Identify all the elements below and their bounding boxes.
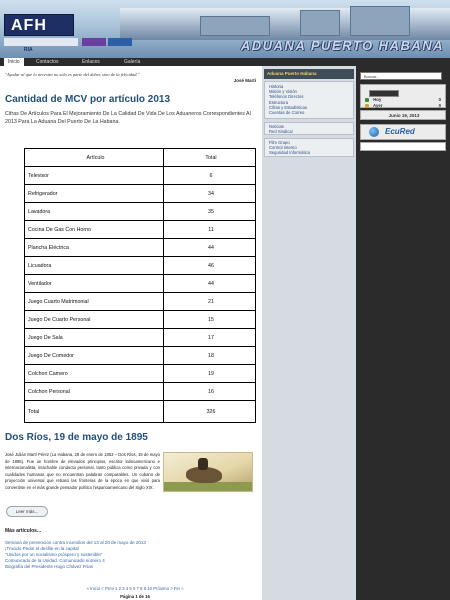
more-articles-heading: Más artículos... [5, 528, 42, 534]
sidebar-link-red-sindical[interactable]: Red Sindical [269, 129, 293, 135]
table-row [25, 275, 256, 293]
counter-header [369, 90, 399, 97]
table-row [25, 239, 256, 257]
yesterday-icon [365, 104, 369, 108]
stat-value: 0 [438, 103, 441, 108]
ecured-banner[interactable] [360, 124, 446, 140]
more-article-link[interactable]: Semana de prevención contra incendios del 13 al 20 de mayo de 2013 [5, 540, 146, 545]
quote-author: José Martí [233, 78, 256, 83]
globe-icon [369, 127, 379, 137]
sidebar-link-seguridad[interactable]: Seguridad Informática [269, 150, 310, 156]
mcv-table [24, 148, 256, 423]
cell-total: 326 [164, 401, 256, 423]
cell-articulo: Colchon Camero [25, 365, 164, 383]
flag-badge [82, 38, 106, 46]
building-image [300, 10, 340, 36]
rider-shape [198, 458, 208, 470]
cell-articulo: Juego De Comedor [25, 347, 164, 365]
article-intro: Cifras De Artículos Para El Mejoramiento De La Calidad De Vida De Los Aduaneros Correspondientes Al 2013 Para La Aduana Del Puerto De La Habana. [5, 111, 251, 125]
cell-articulo: Televisor [25, 167, 164, 185]
table-row [25, 167, 256, 185]
article-heading-dos-rios[interactable]: Dos Ríos, 19 de mayo de 1895 [5, 432, 148, 443]
table-row [25, 347, 256, 365]
cell-total: 34 [164, 185, 256, 203]
logo-text: AFH [11, 17, 47, 34]
flag-badge [108, 38, 132, 46]
today-icon [365, 98, 369, 102]
table-row [25, 203, 256, 221]
sidebar-panel-news [264, 122, 354, 135]
stat-value: 0 [438, 97, 441, 102]
cell-total: 46 [164, 257, 256, 275]
more-article-link[interactable]: Comunicado de la Unidad. Comunicado número 4 [5, 558, 105, 563]
ecured-logo: EcuRed [385, 127, 415, 136]
quote-text: "Ayudar al que lo necesita no sólo es parte del deber, sino de la felicidad." [5, 72, 140, 77]
cell-articulo: Licuadora [25, 257, 164, 275]
sidebar-panel-info [264, 81, 354, 119]
cell-articulo: Refrigerador [25, 185, 164, 203]
sidebar-link-telefonos[interactable]: Teléfonos Directos [269, 94, 304, 100]
cell-total: 17 [164, 329, 256, 347]
site-title: ADUANA PUERTO HABANA [240, 38, 444, 53]
ship-image [200, 16, 270, 36]
cell-total: 15 [164, 311, 256, 329]
table-row [25, 293, 256, 311]
cell-total: 35 [164, 203, 256, 221]
sidebar-panel-extra [264, 138, 354, 157]
cell-total: 44 [164, 239, 256, 257]
cell-articulo: Plancha Eléctrica [25, 239, 164, 257]
header-banner [0, 0, 450, 58]
site-logo[interactable] [4, 14, 74, 36]
stat-label: Hoy [373, 97, 382, 102]
sidebar-link-control[interactable]: Control Interno [269, 145, 297, 151]
cell-articulo: Juego Cuarto Matrimonial [25, 293, 164, 311]
cell-total: 21 [164, 293, 256, 311]
jose-marti-painting-image [163, 452, 253, 492]
table-row [25, 257, 256, 275]
table-row [25, 185, 256, 203]
grass-shape [164, 482, 252, 491]
search-input[interactable]: Buscar... [360, 72, 442, 80]
cell-total: 16 [164, 383, 256, 401]
visitor-counter [360, 84, 446, 108]
article-text: José Julián Martí Pérez (La Habana, 28 de enero de 1853 – Dos Ríos, 19 de mayo de 1895). Fue un hombre de elevados principios, escritor latinoamericano e internacionalista, intachable conducta personal, tanto pública como privada y con cualidades humanas que no encuentran palabras comparables. Un cubano de proyección universal que rebasó las fronteras de la época en que vivió para convertirse en el más grande pensador político hispanoamericano del Siglo XIX. [5, 452, 160, 490]
cell-total: 44 [164, 275, 256, 293]
table-row [25, 221, 256, 239]
more-article-link[interactable]: "Unidos por un socialismo próspero y sostenible" [5, 552, 103, 557]
cell-articulo: Juego De Sala [25, 329, 164, 347]
building-image [350, 6, 410, 36]
stat-label: Ayer [373, 103, 383, 108]
nav-tab-contactos[interactable]: Contactos [36, 59, 59, 65]
date-card [360, 110, 446, 120]
stat-yesterday [365, 103, 443, 108]
cell-total: 19 [164, 365, 256, 383]
right-sidebar [356, 66, 450, 600]
table-row [25, 329, 256, 347]
cell-articulo: Total [25, 401, 164, 423]
more-articles-list [5, 540, 146, 570]
current-date: Junio 19, 2013 [388, 113, 420, 118]
main-nav [0, 58, 450, 66]
logo-strip [4, 38, 78, 53]
sidebar-link-noticias[interactable]: Noticias [269, 124, 284, 129]
cell-articulo: Colchon Personal [25, 383, 164, 401]
cell-articulo: Cocina De Gas Con Horno [25, 221, 164, 239]
sidebar-menu [262, 66, 356, 600]
sidebar-link-historia[interactable]: Historia [269, 84, 284, 89]
sidebar-heading: Aduana Puerto Habana [264, 69, 354, 79]
empty-field[interactable] [360, 142, 446, 151]
sidebar-link-estructura[interactable]: Estructura [269, 99, 289, 105]
nav-tab-galeria[interactable]: Galería [124, 59, 141, 65]
cell-articulo: Juego De Cuarto Personal [25, 311, 164, 329]
sidebar-link-mision[interactable]: Misión y Visión [269, 89, 297, 95]
sidebar-link-film[interactable]: Film Grupo [269, 140, 290, 145]
pagination[interactable]: « Inicio < Prev 1 2 3 4 5 6 7 8 9 10 Próximo > Fin » [86, 586, 184, 591]
article-heading[interactable]: Cantidad de MCV por artículo 2013 [5, 94, 171, 105]
cell-total: 11 [164, 221, 256, 239]
more-article-link[interactable]: Biografía del Presidente Hugo Chávez Frías [5, 564, 94, 569]
column-header-articulo: Artículo [25, 149, 164, 167]
cell-articulo: Lavadora [25, 203, 164, 221]
logo-sub: RIA [24, 47, 33, 53]
nav-tab-inicio[interactable]: Inicio [4, 58, 24, 66]
cell-total: 18 [164, 347, 256, 365]
table-row [25, 365, 256, 383]
nav-tab-enlaces[interactable]: Enlaces [82, 59, 100, 65]
read-more-button[interactable]: Leer más... [6, 506, 48, 517]
main-content [0, 66, 262, 600]
table-row [25, 383, 256, 401]
table-row [25, 311, 256, 329]
more-article-link[interactable]: ¡Trucido Pedo! el desfile en la capital [5, 546, 79, 551]
sidebar-link-correo[interactable]: Cuentas de Correo [269, 110, 305, 116]
page-count: Página 1 de 16 [120, 594, 150, 599]
stat-today [365, 97, 443, 102]
cell-articulo: Ventilador [25, 275, 164, 293]
column-header-total: Total [164, 149, 256, 167]
sidebar-link-cifras[interactable]: Cifras y Estadísticas [269, 104, 307, 110]
table-row [25, 401, 256, 423]
cell-total: 6 [164, 167, 256, 185]
table-header-row [25, 149, 256, 167]
